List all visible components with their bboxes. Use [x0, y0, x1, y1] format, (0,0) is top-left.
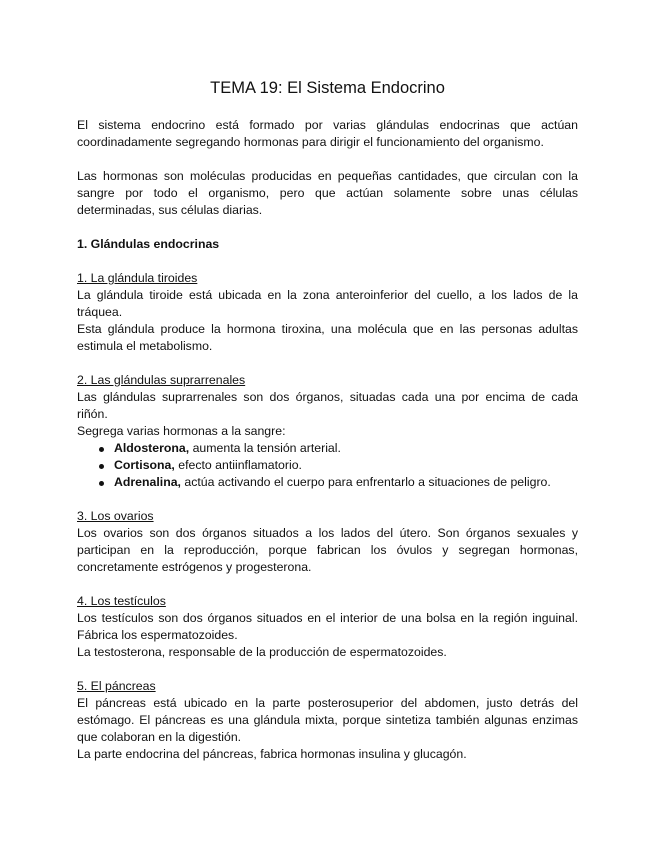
spacer [77, 219, 578, 236]
tiroides-paragraph-1: La glándula tiroide está ubicada en la zona anteroinferior del cuello, a los lados de la tráquea. [77, 288, 578, 319]
spacer [77, 661, 578, 678]
hormone-name: Adrenalina, [114, 475, 181, 489]
hormone-list [77, 440, 578, 491]
subheading-tiroides: 1. La glándula tiroides [77, 271, 198, 285]
ovarios-paragraph-1: Los ovarios son dos órganos situados a los lados del útero. Son órganos sexuales y participan en la reproducción, porque fabrican los óvulos y segregan hormonas, concretamente estrógenos y progesterona. [77, 526, 578, 574]
document-title: TEMA 19: El Sistema Endocrino [210, 79, 445, 97]
hormone-description: aumenta la tensión arterial. [189, 441, 341, 455]
subheading-pancreas: 5. El páncreas [77, 679, 156, 693]
pancreas-paragraph-1: El páncreas está ubicado en la parte posterosuperior del abdomen, justo detrás del estómago. El páncreas es una glándula mixta, porque sintetiza también algunas enzimas que colaboran en la digestión. [77, 696, 578, 744]
subheading-suprarrenales: 2. Las glándulas suprarrenales [77, 373, 246, 387]
intro-paragraph-1: El sistema endocrino está formado por varias glándulas endocrinas que actúan coordinadamente segregando hormonas para dirigir el funcionamiento del organismo. [77, 118, 578, 149]
list-item-cortisona [99, 457, 578, 474]
subheading-testiculos: 4. Los testículos [77, 594, 166, 608]
document-page [77, 78, 578, 763]
bullet-icon [99, 447, 104, 452]
testiculos-paragraph-1: Los testículos son dos órganos situados en el interior de una bolsa en la región inguinal. Fábrica los espermatozoides. [77, 611, 578, 642]
spacer [77, 576, 578, 593]
testiculos-paragraph-2: La testosterona, responsable de la producción de espermatozoides. [77, 645, 447, 659]
list-item-aldosterona [99, 440, 578, 457]
hormone-name: Aldosterona, [114, 441, 190, 455]
suprarrenales-paragraph-2: Segrega varias hormonas a la sangre: [77, 424, 286, 438]
pancreas-paragraph-2: La parte endocrina del páncreas, fabrica hormonas insulina y glucagón. [77, 747, 467, 761]
tiroides-paragraph-2: Esta glándula produce la hormona tiroxina, una molécula que en las personas adultas estimula el metabolismo. [77, 322, 578, 353]
subheading-ovarios: 3. Los ovarios [77, 509, 154, 523]
spacer [77, 491, 578, 508]
intro-paragraph-2: Las hormonas son moléculas producidas en pequeñas cantidades, que circulan con la sangre por todo el organismo, pero que actúan solamente sobre unas células determinadas, sus células diarias. [77, 169, 578, 217]
section-heading-glandulas: 1. Glándulas endocrinas [77, 237, 220, 251]
bullet-icon [99, 481, 104, 486]
bullet-icon [99, 464, 104, 469]
hormone-description: efecto antiinflamatorio. [174, 458, 302, 472]
spacer [77, 253, 578, 270]
hormone-name: Cortisona, [114, 458, 175, 472]
spacer [77, 355, 578, 372]
spacer [77, 151, 578, 168]
list-item-adrenalina [99, 474, 578, 491]
suprarrenales-paragraph-1: Las glándulas suprarrenales son dos órganos, situadas cada una por encima de cada riñón. [77, 390, 578, 421]
hormone-description: actúa activando el cuerpo para enfrentarlo a situaciones de peligro. [180, 475, 551, 489]
